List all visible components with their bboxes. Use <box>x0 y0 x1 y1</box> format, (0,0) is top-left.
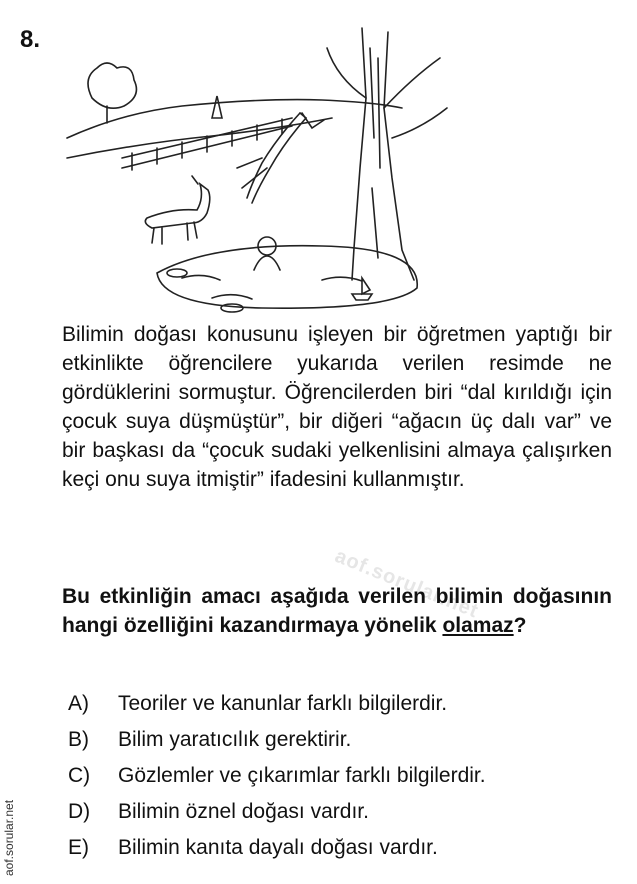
option-letter: E) <box>68 836 89 859</box>
option-d[interactable] <box>68 796 608 832</box>
prompt-end: ? <box>513 614 527 637</box>
option-letter: C) <box>68 764 91 787</box>
option-letter: B) <box>68 728 89 751</box>
option-text: Gözlemler ve çıkarımlar farklı bilgilerdir. <box>118 764 486 787</box>
option-a[interactable] <box>68 688 608 724</box>
question-stem <box>62 320 612 494</box>
option-e[interactable] <box>68 832 608 868</box>
option-c[interactable] <box>68 760 608 796</box>
pond-tree-goat-boy-illustration <box>62 18 630 313</box>
watermark: aof.sorular.net <box>331 545 482 623</box>
prompt-negation: olamaz <box>442 614 514 637</box>
stem-text: Bilimin doğası konusunu işleyen bir öğretmen yaptığı bir etkinlikte öğrencilere yukarıda verilen resimde ne gördüklerini sormuştur. Öğrencilerden biri “dal kırıldığı için çocuk suya düşmüştür”, bir diğeri “ağacın üç dalı var” ve bir başkası da “çocuk sudaki yelkenlisini almaya çalışırken keçi onu suya itmiştir” ifadesini kullanmıştır. <box>62 323 612 491</box>
option-text: Teoriler ve kanunlar farklı bilgilerdir. <box>118 692 448 715</box>
option-b[interactable] <box>68 724 608 760</box>
question-prompt <box>62 582 612 640</box>
option-text: Bilimin öznel doğası vardır. <box>118 800 369 823</box>
side-source-label: aof.sorular.net <box>2 799 16 876</box>
question-number: 8. <box>20 26 41 53</box>
prompt-text: Bu etkinliğin amacı aşağıda verilen bilimin doğasının hangi özelliğini kazandırmaya yönelik <box>62 585 612 637</box>
option-letter: A) <box>68 692 89 715</box>
option-text: Bilim yaratıcılık gerektirir. <box>118 728 352 751</box>
answer-options <box>68 688 608 868</box>
option-letter: D) <box>68 800 91 823</box>
option-text: Bilimin kanıta dayalı doğası vardır. <box>118 836 438 859</box>
